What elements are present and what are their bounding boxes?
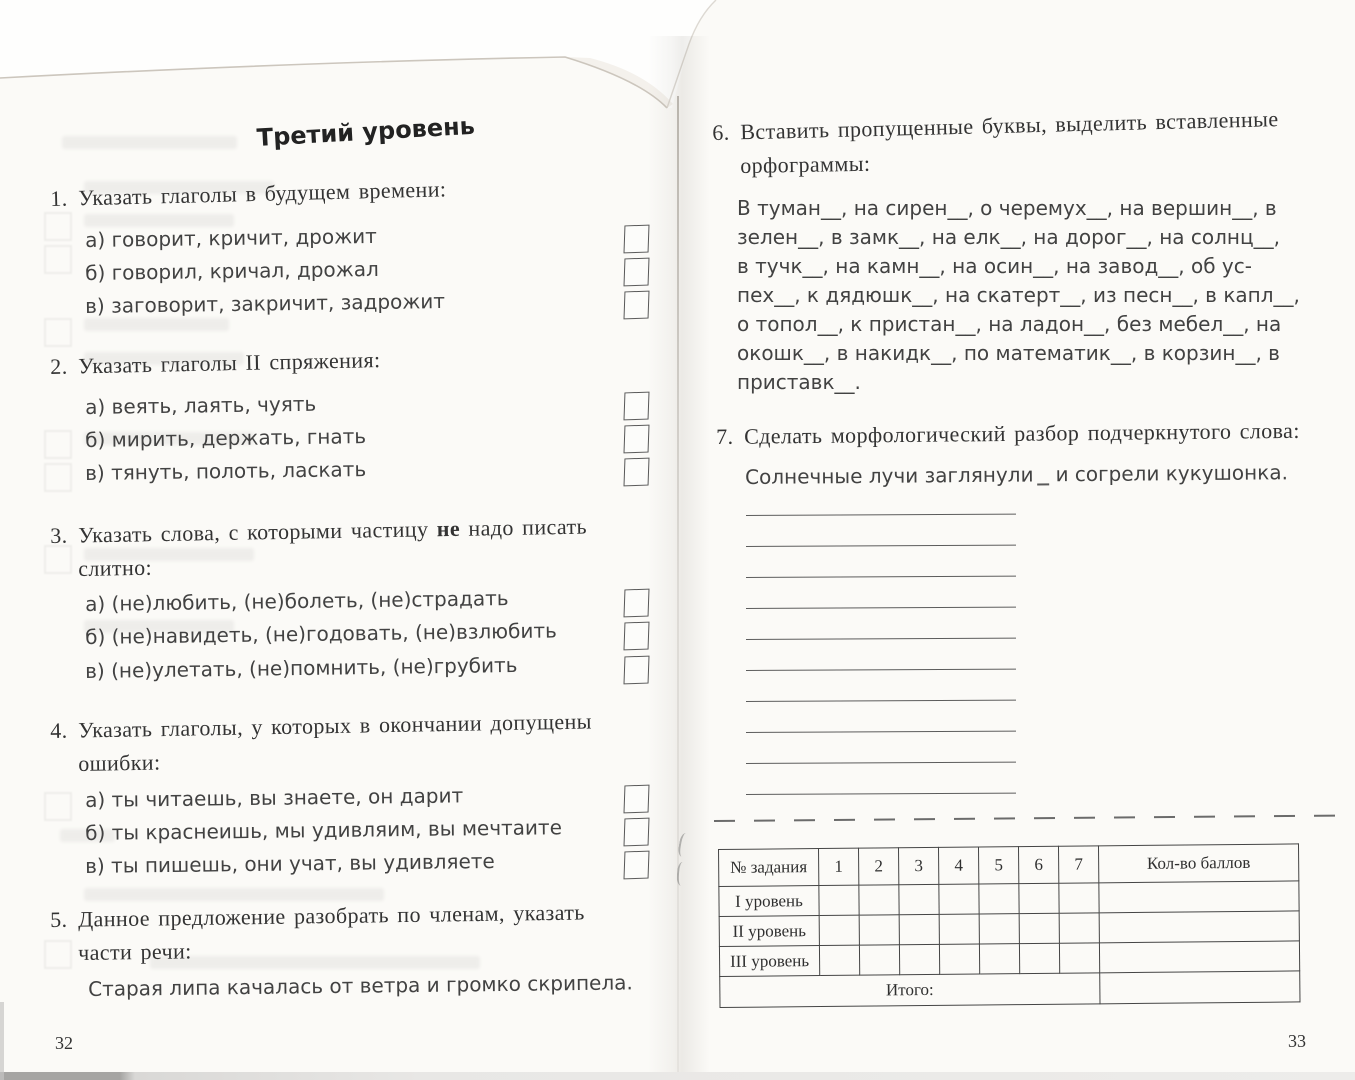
row-label-cell: III уровень: [719, 946, 819, 977]
writing-line[interactable]: [746, 669, 1016, 671]
score-cell[interactable]: [939, 884, 979, 914]
bleed-through-artifact: [84, 318, 229, 331]
score-cell[interactable]: [939, 914, 979, 944]
score-cell[interactable]: [979, 884, 1019, 914]
bleed-through-checkbox: [44, 430, 72, 459]
score-table: [718, 843, 1300, 1008]
exercise-text-line: окошк__, в накидк__, по математик__, в корзин__, в: [737, 341, 1280, 365]
task-7-sentence-part2: и согрели кукушонка.: [1055, 460, 1288, 487]
book-spine-shadow: [648, 36, 710, 1080]
task-7-question-text: Сделать морфологический разбор подчеркнутого слова:: [743, 417, 1300, 449]
table-header-cell: 5: [978, 847, 1018, 884]
table-header-cell: 2: [858, 848, 898, 885]
answer-checkbox[interactable]: [623, 622, 649, 651]
task-3-number: 3.: [50, 522, 68, 548]
task-2-option-c: в) тянуть, полоть, ласкать: [85, 457, 367, 485]
total-label-cell: Итого:: [720, 973, 1100, 1008]
score-cell[interactable]: [1059, 883, 1099, 913]
scan-bottom-edge: [0, 1072, 1355, 1080]
writing-line[interactable]: [746, 731, 1016, 733]
answer-checkbox[interactable]: [623, 425, 649, 454]
task-4-option-b: б) ты краснеишь, мы удивляим, вы мечтаите: [85, 815, 563, 845]
left-page-number: 32: [55, 1033, 73, 1053]
score-cell[interactable]: [1019, 913, 1059, 943]
writing-line[interactable]: [746, 700, 1016, 702]
bleed-through-checkbox: [44, 545, 72, 574]
score-cell[interactable]: [1019, 943, 1059, 973]
exercise-text-line: пех__, к дядюшк__, на скатерт__, из песн__, в капл__,: [737, 283, 1300, 307]
writing-line[interactable]: [746, 638, 1016, 640]
exercise-text-line: приставк__.: [737, 370, 861, 394]
score-cell[interactable]: [819, 915, 859, 945]
writing-line[interactable]: [746, 607, 1016, 609]
score-cell[interactable]: [899, 884, 939, 914]
table-header-cell: Кол-во баллов: [1098, 844, 1298, 883]
task-4-option-a: а) ты читаешь, вы знаете, он дарит: [85, 783, 464, 812]
row-label-cell: I уровень: [719, 886, 819, 917]
page-title: Третий уровень: [256, 111, 476, 152]
task-5-question-line2: части речи:: [78, 938, 192, 965]
score-cell[interactable]: [1059, 913, 1099, 943]
task-4-question: [50, 709, 592, 744]
bleed-through-checkbox: [44, 318, 72, 347]
bleed-through-checkbox: [44, 940, 72, 969]
table-header-cell: 6: [1018, 846, 1058, 883]
table-header-cell: 3: [898, 847, 938, 884]
task-3-question-line2: слитно:: [78, 554, 153, 581]
task-7-sentence: [745, 460, 1288, 489]
total-points-cell[interactable]: [1100, 971, 1300, 1004]
answer-checkbox[interactable]: [623, 656, 649, 685]
task-1-option-c: в) заговорит, закричит, задрожит: [85, 288, 446, 318]
score-cell[interactable]: [939, 944, 979, 974]
task-2-question-text: Указать глаголы II спряжения:: [77, 347, 381, 379]
table-header-cell: 4: [938, 847, 978, 884]
bleed-through-checkbox: [44, 245, 72, 274]
score-cell[interactable]: [1019, 883, 1059, 913]
background-above-page: [0, 0, 716, 108]
answer-checkbox[interactable]: [623, 785, 649, 814]
answer-checkbox[interactable]: [623, 392, 649, 421]
score-cell[interactable]: [1059, 943, 1099, 973]
task-3-question-post: надо писать: [459, 513, 588, 541]
task-7-number: 7.: [716, 423, 734, 449]
task-5-question: [50, 900, 585, 933]
task-3-option-c: в) (не)улетать, (не)помнить, (не)грубить: [85, 652, 518, 683]
task-6-exercise-text: [737, 194, 1300, 397]
task-4-number: 4.: [50, 717, 68, 743]
writing-line[interactable]: [746, 793, 1016, 795]
task-3-option-b: б) (не)навидеть, (не)годовать, (не)взлюбить: [85, 618, 557, 649]
task-3-question-bold: не: [436, 515, 461, 542]
score-cell[interactable]: [859, 945, 899, 975]
task-4-question-line1: Указать глаголы, у которых в окончании допущены: [77, 708, 593, 743]
underline-mark: [1037, 469, 1049, 485]
answer-checkbox[interactable]: [623, 589, 649, 618]
task-4-option-c: в) ты пишешь, они учат, вы удивляете: [85, 848, 495, 878]
task-2-number: 2.: [50, 353, 68, 379]
task-6-question-line2: орфограммы:: [740, 150, 871, 178]
score-cell[interactable]: [859, 885, 899, 915]
score-cell[interactable]: [859, 915, 899, 945]
task-1-option-b: б) говорил, кричал, дрожал: [85, 256, 379, 285]
score-cell[interactable]: [899, 944, 939, 974]
table-header-cell: № задания: [719, 849, 819, 887]
task-7-sentence-part1: Солнечные лучи заглянули: [745, 462, 1034, 489]
task-7-question: [716, 418, 1300, 450]
points-cell[interactable]: [1099, 911, 1299, 943]
bleed-through-checkbox: [44, 212, 72, 241]
writing-line[interactable]: [746, 514, 1016, 516]
score-cell[interactable]: [979, 944, 1019, 974]
writing-line[interactable]: [746, 576, 1016, 578]
task-3-question-pre: Указать слова, с которыми частицу: [77, 516, 437, 548]
table-header-cell: 7: [1058, 846, 1098, 883]
task-2-option-b: б) мирить, держать, гнать: [85, 424, 367, 452]
answer-checkbox[interactable]: [623, 258, 649, 287]
score-cell[interactable]: [819, 945, 859, 975]
bleed-through-checkbox: [44, 792, 72, 821]
score-cell[interactable]: [899, 914, 939, 944]
score-table-footer-row: [720, 971, 1300, 1008]
right-page-number: 33: [1288, 1031, 1306, 1051]
task-2-option-a: а) веять, лаять, чуять: [85, 391, 317, 419]
bleed-through-artifact: [84, 888, 384, 901]
task-6-number: 6.: [712, 119, 730, 145]
task-5-question-line1: Данное предложение разобрать по членам, указать: [77, 899, 585, 932]
score-table-header-row: [719, 844, 1299, 887]
task-1-option-a: а) говорит, кричит, дрожит: [85, 223, 377, 252]
dashed-separator: [714, 815, 1336, 822]
task-2-question: [50, 347, 381, 380]
writing-line[interactable]: [746, 762, 1016, 764]
writing-line[interactable]: [746, 545, 1016, 547]
answer-checkbox[interactable]: [623, 225, 649, 254]
task-5-sentence: Старая липа качалась от ветра и громко скрипела.: [88, 970, 633, 1001]
task-4-question-line2: ошибки:: [78, 749, 161, 776]
task-6-question-line1: Вставить пропущенные буквы, выделить вставленные: [739, 106, 1279, 145]
scan-left-edge: [0, 1002, 4, 1080]
score-cell[interactable]: [819, 885, 859, 915]
row-label-cell: II уровень: [719, 916, 819, 947]
task-3-option-a: а) (не)любить, (не)болеть, (не)страдать: [85, 586, 509, 616]
answer-checkbox[interactable]: [623, 851, 649, 880]
bleed-through-artifact: [150, 956, 480, 969]
answer-checkbox[interactable]: [623, 458, 649, 487]
book-spine-line: [677, 96, 679, 1080]
answer-checkbox[interactable]: [623, 818, 649, 847]
exercise-text-line: о топол__, к пристан__, на ладон__, без мебел__, на: [737, 312, 1282, 336]
bleed-through-artifact: [84, 214, 234, 227]
table-header-cell: 1: [819, 848, 859, 885]
task-1-number: 1.: [50, 185, 68, 211]
task-1-question-text: Указать глаголы в будущем времени:: [77, 176, 447, 211]
bleed-through-checkbox: [44, 463, 72, 492]
exercise-text-line: зелен__, в замк__, на елк__, на дорог__, на солнц__,: [737, 225, 1280, 249]
task-3-question: [50, 514, 587, 549]
bleed-through-artifact: [62, 136, 237, 149]
exercise-text-line: в тучк__, на камн__, на осин__, на завод__, об ус-: [737, 254, 1252, 278]
answer-checkbox[interactable]: [623, 291, 649, 320]
points-cell[interactable]: [1099, 881, 1299, 913]
task-5-number: 5.: [50, 906, 68, 932]
points-cell[interactable]: [1099, 941, 1299, 973]
score-cell[interactable]: [979, 914, 1019, 944]
exercise-text-line: В туман__, на сирен__, о черемух__, на вершин__, в: [737, 196, 1277, 220]
